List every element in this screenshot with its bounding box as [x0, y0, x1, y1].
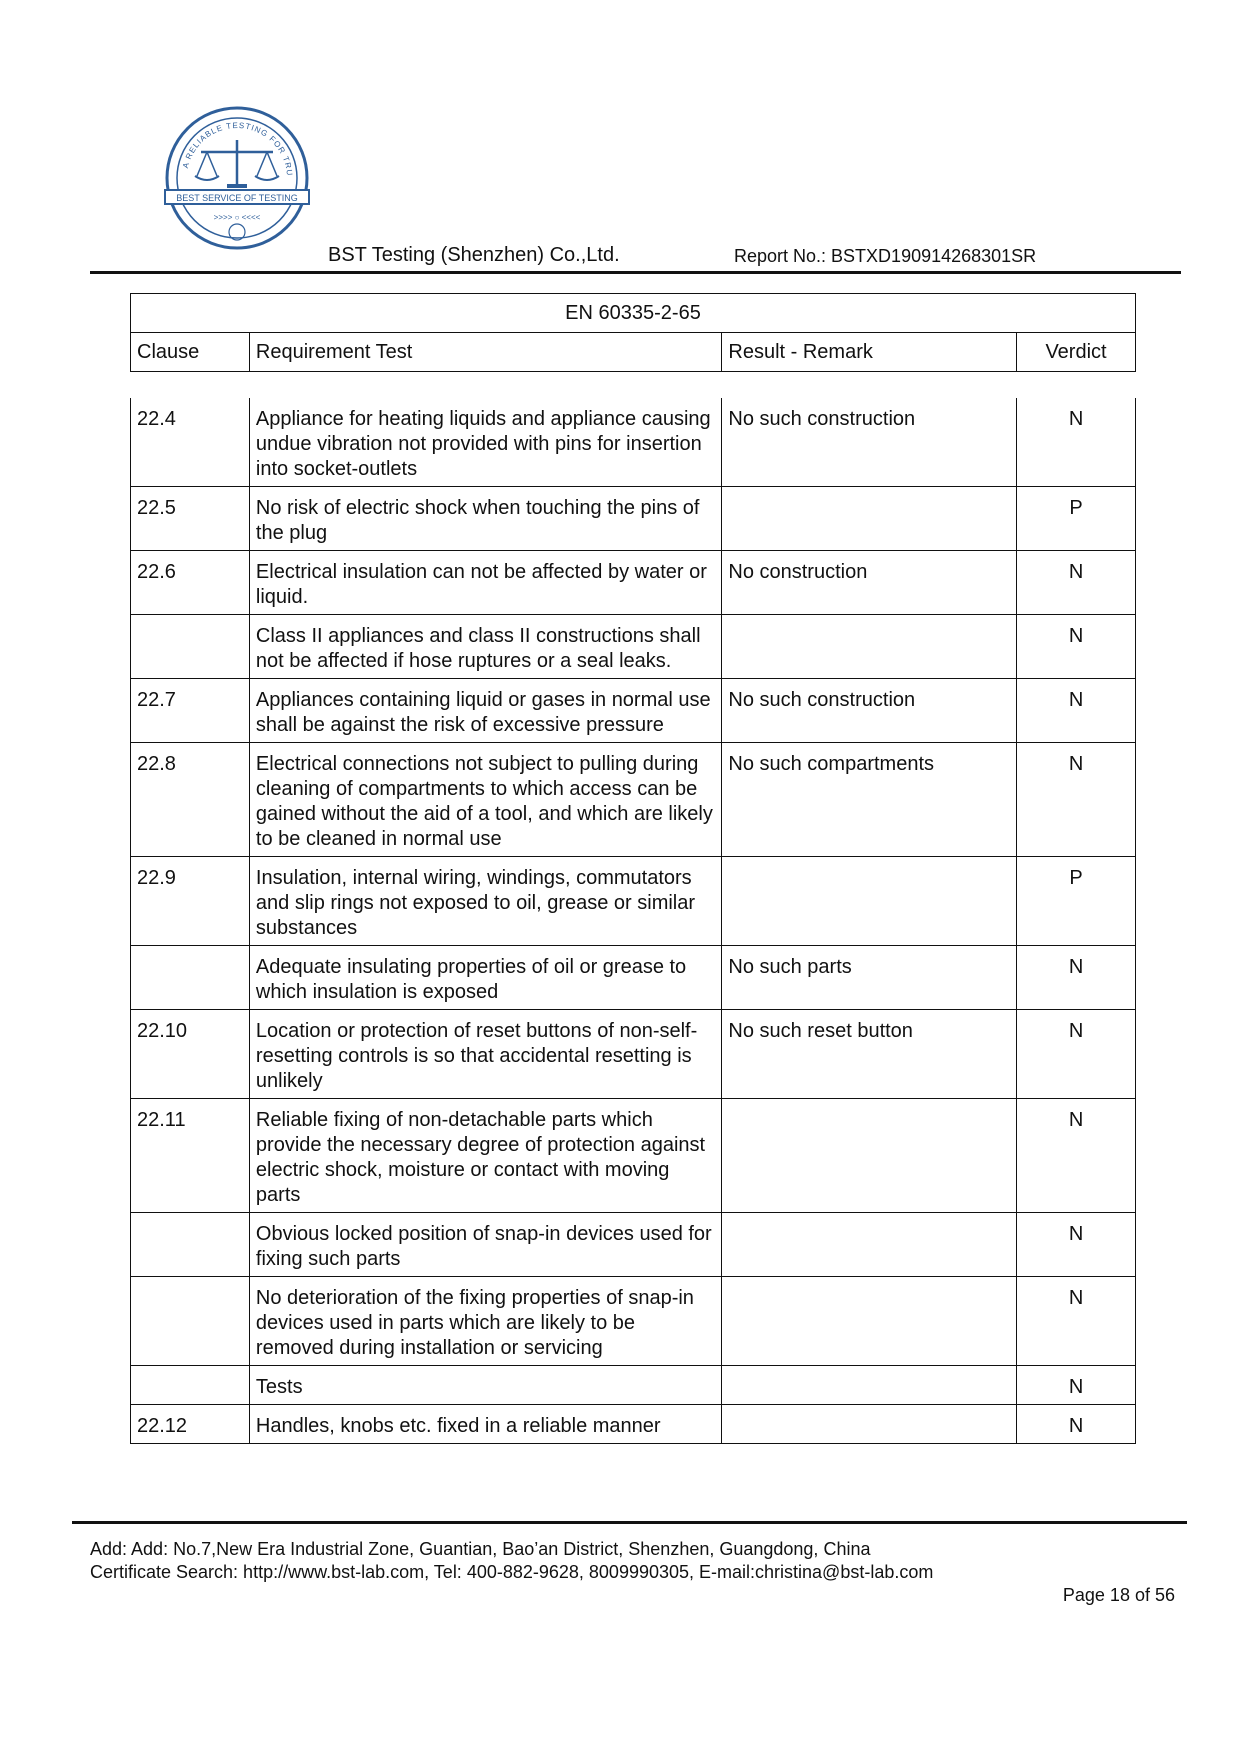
footer-address-block	[90, 1538, 933, 1584]
table-row	[131, 1010, 1136, 1099]
remark-cell: No such parts	[722, 946, 1017, 1010]
table-row	[131, 1277, 1136, 1366]
table-row	[131, 487, 1136, 551]
clause-cell: 22.10	[131, 1010, 250, 1099]
remark-cell	[722, 1213, 1017, 1277]
footer-address: Add: Add: No.7,New Era Industrial Zone, Guantian, Bao’an District, Shenzhen, Guangdong, China	[90, 1539, 871, 1559]
verdict-cell: P	[1017, 487, 1136, 551]
requirement-cell: No risk of electric shock when touching the pins of the plug	[249, 487, 721, 551]
table-header	[130, 293, 1136, 372]
verdict-cell: N	[1017, 1277, 1136, 1366]
clause-cell: 22.4	[131, 398, 250, 487]
remark-cell: No construction	[722, 551, 1017, 615]
page-number: Page 18 of 56	[1062, 1585, 1175, 1605]
footer-divider	[72, 1521, 1187, 1524]
clause-cell: 22.8	[131, 743, 250, 857]
logo-arc-text: A RELIABLE TESTING FOR TRU	[181, 120, 295, 177]
requirement-cell: No deterioration of the fixing properties of snap-in devices used in parts which are likely to be removed during installation or servicing	[249, 1277, 721, 1366]
remark-cell	[722, 857, 1017, 946]
requirement-cell: Electrical insulation can not be affected by water or liquid.	[249, 551, 721, 615]
verdict-cell: P	[1017, 857, 1136, 946]
table-row	[131, 743, 1136, 857]
requirement-cell: Adequate insulating properties of oil or grease to which insulation is exposed	[249, 946, 721, 1010]
requirement-cell: Reliable fixing of non-detachable parts which provide the necessary degree of protection against electric shock, moisture or contact with moving parts	[249, 1099, 721, 1213]
column-header-remark: Result - Remark	[722, 333, 1017, 372]
requirement-cell: Handles, knobs etc. fixed in a reliable manner	[249, 1405, 721, 1444]
verdict-cell: N	[1017, 1405, 1136, 1444]
remark-cell: No such compartments	[722, 743, 1017, 857]
table-row	[131, 946, 1136, 1010]
table-row	[131, 1099, 1136, 1213]
header-divider	[90, 271, 1181, 274]
remark-cell	[722, 1405, 1017, 1444]
remark-cell	[722, 615, 1017, 679]
clause-cell: 22.5	[131, 487, 250, 551]
remark-cell	[722, 1366, 1017, 1405]
table-row	[131, 857, 1136, 946]
logo-band-text: BEST SERVICE OF TESTING	[176, 193, 298, 203]
scales-of-justice-icon	[163, 104, 311, 252]
table-row	[131, 1213, 1136, 1277]
company-name: BST Testing (Shenzhen) Co.,Ltd.	[328, 244, 620, 266]
verdict-cell: N	[1017, 1010, 1136, 1099]
clause-cell	[131, 1277, 250, 1366]
requirement-cell: Appliances containing liquid or gases in normal use shall be against the risk of excessive pressure	[249, 679, 721, 743]
clause-cell: 22.9	[131, 857, 250, 946]
remark-cell: No such construction	[722, 679, 1017, 743]
clause-cell	[131, 946, 250, 1010]
requirement-cell: Insulation, internal wiring, windings, commutators and slip rings not exposed to oil, grease or similar substances	[249, 857, 721, 946]
clause-cell	[131, 1213, 250, 1277]
verdict-cell: N	[1017, 1213, 1136, 1277]
verdict-cell: N	[1017, 743, 1136, 857]
clause-cell	[131, 1366, 250, 1405]
requirement-cell: Class II appliances and class II constructions shall not be affected if hose ruptures or a seal leaks.	[249, 615, 721, 679]
clause-cell: 22.6	[131, 551, 250, 615]
verdict-cell: N	[1017, 679, 1136, 743]
verdict-cell: N	[1017, 946, 1136, 1010]
table-row	[131, 679, 1136, 743]
requirement-cell: Location or protection of reset buttons of non-self-resetting controls is so that accidental resetting is unlikely	[249, 1010, 721, 1099]
clause-cell: 22.12	[131, 1405, 250, 1444]
table-row	[131, 615, 1136, 679]
requirement-cell: Tests	[249, 1366, 721, 1405]
requirement-cell: Appliance for heating liquids and appliance causing undue vibration not provided with pins for insertion into socket-outlets	[249, 398, 721, 487]
remark-cell	[722, 1277, 1017, 1366]
column-header-requirement: Requirement Test	[249, 333, 721, 372]
table-row	[131, 1405, 1136, 1444]
column-header-verdict: Verdict	[1017, 333, 1136, 372]
requirement-cell: Electrical connections not subject to pulling during cleaning of compartments to which access can be gained without the aid of a tool, and which are likely to be cleaned in normal use	[249, 743, 721, 857]
clause-cell: 22.7	[131, 679, 250, 743]
report-number: Report No.: BSTXD190914268301SR	[734, 246, 1037, 266]
remark-cell	[722, 1099, 1017, 1213]
requirements-table	[130, 398, 1136, 1444]
svg-text:A RELIABLE TESTING FOR TRUST	[163, 104, 294, 177]
verdict-cell: N	[1017, 615, 1136, 679]
verdict-cell: N	[1017, 551, 1136, 615]
verdict-cell: N	[1017, 1366, 1136, 1405]
table-row	[131, 551, 1136, 615]
footer-certificate-search: Certificate Search: http://www.bst-lab.com, Tel: 400-882-9628, 8009990305, E-mail:christina@bst-lab.com	[90, 1562, 934, 1582]
clause-cell: 22.11	[131, 1099, 250, 1213]
remark-cell: No such reset button	[722, 1010, 1017, 1099]
standard-title: EN 60335-2-65	[131, 294, 1136, 333]
clause-cell	[131, 615, 250, 679]
table-row	[131, 398, 1136, 487]
column-header-clause: Clause	[131, 333, 250, 372]
table-row	[131, 1366, 1136, 1405]
company-logo-seal	[163, 104, 311, 252]
verdict-cell: N	[1017, 1099, 1136, 1213]
svg-text:>>>> ○ <<<<: >>>> ○ <<<<	[213, 213, 261, 222]
requirement-cell: Obvious locked position of snap-in devices used for fixing such parts	[249, 1213, 721, 1277]
remark-cell	[722, 487, 1017, 551]
verdict-cell: N	[1017, 398, 1136, 487]
remark-cell: No such construction	[722, 398, 1017, 487]
